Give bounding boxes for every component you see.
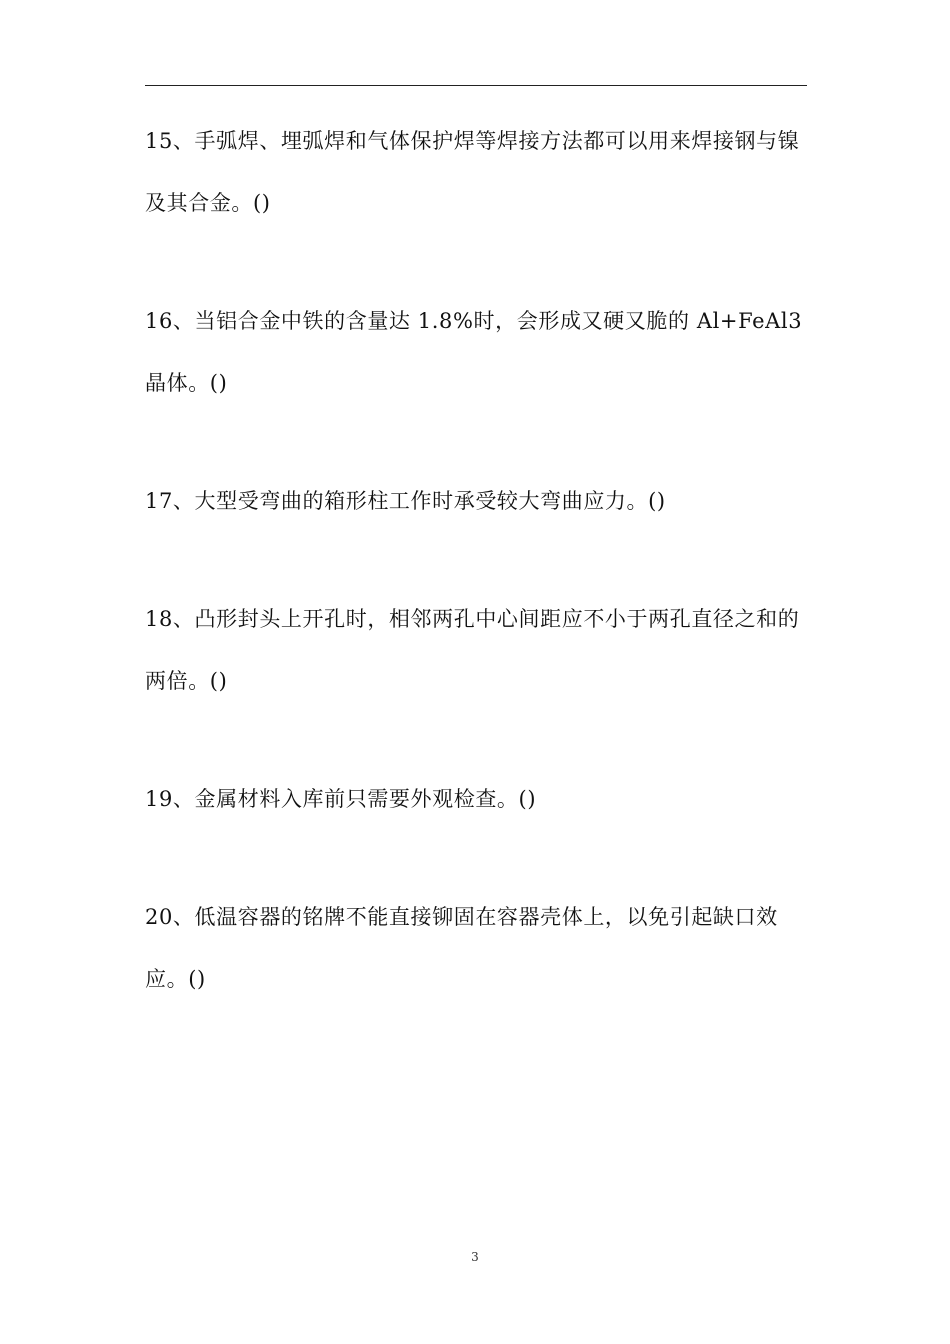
question-17: 17、大型受弯曲的箱形柱工作时承受较大弯曲应力。() [145,489,666,513]
page-number: 3 [471,1250,479,1264]
question-18: 18、凸形封头上开孔时，相邻两孔中心间距应不小于两孔直径之和的两倍。() [145,607,800,693]
question-list [145,110,807,1066]
question-19: 19、金属材料入库前只需要外观检查。() [145,787,537,811]
question-20: 20、低温容器的铭牌不能直接铆固在容器壳体上，以免引起缺口效应。() [145,905,778,991]
question-15: 15、手弧焊、埋弧焊和气体保护焊等焊接方法都可以用来焊接钢与镍及其合金。() [145,129,800,215]
question-16: 16、当铝合金中铁的含量达 1.8%时，会形成又硬又脆的 Al+FeAl3 晶体。() [145,309,803,395]
header-rule [145,85,807,86]
